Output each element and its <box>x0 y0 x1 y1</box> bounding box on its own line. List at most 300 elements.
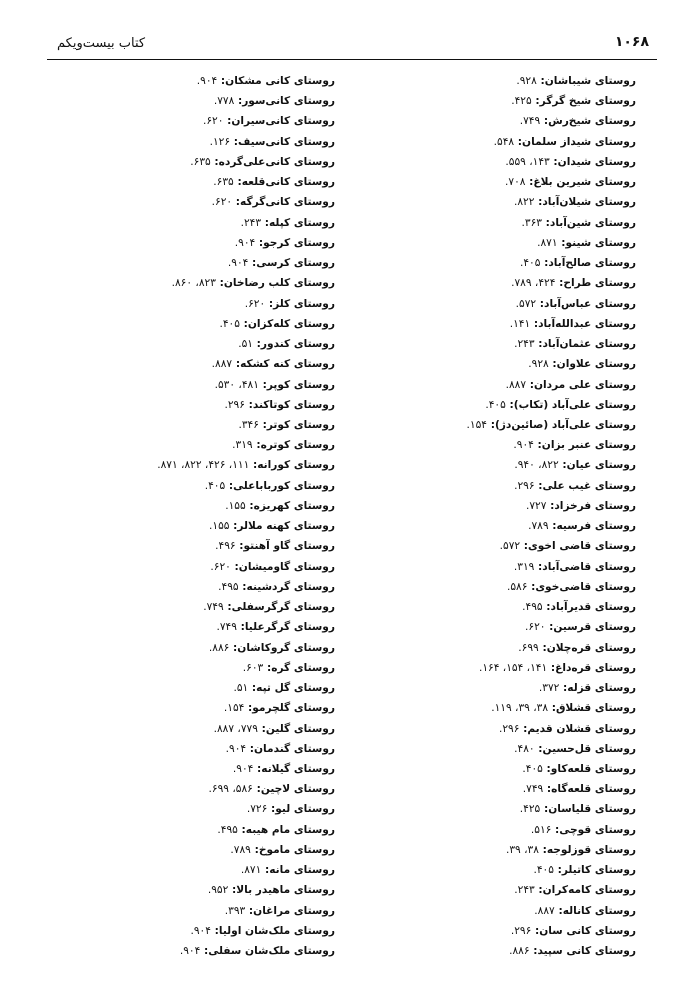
index-entry <box>416 476 636 496</box>
entry-pages: ۴۸۰. <box>514 742 535 755</box>
index-entry <box>416 516 636 536</box>
entry-pages: ۶۲۰. <box>210 560 231 573</box>
index-entry <box>115 516 335 536</box>
entry-separator: : <box>267 803 276 816</box>
index-entry <box>416 455 636 475</box>
index-entry <box>115 435 335 455</box>
entry-pages: ۶۳۵. <box>190 155 211 168</box>
index-entry <box>416 860 636 880</box>
entry-separator: : <box>553 864 562 877</box>
entry-separator: : <box>250 843 259 856</box>
entry-name: روستای علی‌آباد (صائین‌دژ) <box>494 418 636 431</box>
entry-pages: ۹۰۴. <box>179 945 201 958</box>
entry-separator: : <box>244 702 253 715</box>
entry-pages: ۲۹۶. <box>498 722 520 735</box>
entry-separator: : <box>232 358 241 371</box>
entry-separator: : <box>525 176 534 189</box>
entry-pages: ۸۸۶. <box>208 641 230 654</box>
index-entry <box>416 233 636 253</box>
entry-separator: : <box>239 317 248 330</box>
entry-name: روستای گاومیشان <box>238 560 335 573</box>
index-entry <box>416 172 636 192</box>
index-entry <box>115 941 335 961</box>
entry-pages: ۶۲۰. <box>211 196 233 209</box>
entry-name: روستای قره‌داغ <box>555 661 636 674</box>
index-entry <box>416 91 636 111</box>
entry-pages: ۹۰۴. <box>513 439 534 452</box>
entry-pages: ۷۲۷. <box>525 499 547 512</box>
entry-separator: : <box>235 540 244 553</box>
index-entry <box>115 273 335 293</box>
entry-name: روستای شیرین بلاغ <box>533 176 636 189</box>
entry-name: روستای کانی‌سور <box>242 95 335 108</box>
entry-pages: ۷۴۹. <box>522 783 544 796</box>
entry-separator: : <box>541 216 550 229</box>
index-entry <box>416 658 636 678</box>
index-entry <box>115 536 335 556</box>
index-entry <box>416 314 636 334</box>
entry-separator: : <box>519 722 528 735</box>
entry-pages: ۳۸، ۳۹، ۱۱۹. <box>491 702 549 715</box>
index-entry <box>115 71 335 91</box>
entry-name: روستای کرسی <box>256 257 335 270</box>
entry-pages: ۷۸۹. <box>528 520 549 533</box>
entry-separator: : <box>526 378 534 391</box>
entry-name: روستای مام هیبه <box>245 823 335 836</box>
entry-name: روستای گلین <box>265 722 335 735</box>
entry-separator: : <box>540 257 549 270</box>
entry-pages: ۱۲۶. <box>209 135 231 148</box>
index-entry <box>115 132 335 152</box>
entry-name: روستای کانی‌علی‌گرده <box>218 155 335 168</box>
entry-pages: ۶۹۹. <box>518 641 539 654</box>
entry-separator: : <box>229 520 238 533</box>
entry-pages: ۱۵۴. <box>223 702 245 715</box>
entry-name: روستای شیباشان <box>544 75 636 87</box>
entry-name: روستای لیو <box>275 803 335 816</box>
index-entry <box>416 678 636 698</box>
index-entry <box>416 415 636 435</box>
entry-name: روستای علی‌آباد (تکاب) <box>513 398 636 411</box>
entry-name: روستای فرسیه <box>556 520 636 533</box>
entry-pages: ۴۹۵. <box>217 823 238 836</box>
entry-name: روستای کانی‌قلعه <box>241 176 335 189</box>
index-entry <box>115 638 335 658</box>
entry-separator: : <box>258 418 267 431</box>
entry-name: روستای قلعه‌گاه <box>551 783 636 796</box>
entry-pages: ۴۲۵. <box>519 803 541 816</box>
entry-name: روستای قزله <box>567 682 636 695</box>
entry-name: روستای گل تپه <box>256 682 335 695</box>
entry-name: روستای کورانه <box>257 459 335 472</box>
entry-pages: ۷۸۹. <box>230 843 251 856</box>
entry-name: روستای شیدان <box>557 155 636 168</box>
index-entry <box>115 375 335 395</box>
page-header <box>47 34 657 58</box>
index-entry <box>115 557 335 577</box>
entry-name: روستای طراح <box>563 277 636 290</box>
entry-name: روستای صالح‌آباد <box>548 257 636 270</box>
entry-pages: ۴۰۵. <box>219 317 240 330</box>
entry-name: روستای مراغان <box>253 904 335 917</box>
entry-name: روستای کوتاکند <box>252 398 335 411</box>
entry-pages: ۷۷۹، ۸۸۷. <box>213 722 258 735</box>
index-entry <box>416 213 636 233</box>
entry-name: روستای کانی‌گرگه <box>240 196 335 209</box>
index-entry <box>416 880 636 900</box>
entry-pages: ۵۷۲. <box>499 540 521 553</box>
entry-separator: : <box>531 95 540 108</box>
entry-separator: : <box>200 945 209 958</box>
entry-separator: : <box>237 823 246 836</box>
entry-name: روستای کانی مشکان <box>225 75 335 87</box>
entry-pages: ۴۲۵. <box>511 95 532 108</box>
entry-pages: ۸۷۱. <box>240 864 262 877</box>
index-entry <box>115 840 335 860</box>
entry-name: روستای شیخ‌رش <box>548 115 636 128</box>
index-entry <box>416 840 636 860</box>
index-entry <box>416 739 636 759</box>
index-entry <box>115 476 335 496</box>
entry-pages: ۴۹۵. <box>522 601 543 614</box>
index-entry <box>416 334 636 354</box>
entry-pages: ۹۵۲. <box>207 884 229 897</box>
index-entry <box>416 132 636 152</box>
index-entry <box>416 395 636 415</box>
entry-name: روستای کله‌کزان <box>247 317 335 330</box>
entry-pages: ۷۰۸. <box>505 176 526 189</box>
entry-name: روستای عباس‌آباد <box>544 297 636 310</box>
entry-pages: ۹۲۸. <box>516 75 537 87</box>
index-entry <box>115 739 335 759</box>
entry-separator: : <box>527 580 536 593</box>
entry-name: روستای قشلاق <box>555 702 636 715</box>
entry-pages: ۴۲۴، ۷۸۹. <box>511 277 556 290</box>
entry-name: روستای کانی سان <box>539 924 636 937</box>
entry-name: روستای کاناله <box>562 904 636 917</box>
index-entry <box>115 617 335 637</box>
index-entry <box>115 455 335 475</box>
entry-separator: : <box>246 742 255 755</box>
entry-separator: : <box>234 95 243 108</box>
index-entry <box>416 597 636 617</box>
entry-separator: : <box>529 945 538 958</box>
index-entry <box>115 354 335 374</box>
index-entry <box>416 192 636 212</box>
entry-pages: ۹۲۸. <box>528 358 549 371</box>
entry-name: روستای قلیاسان <box>548 803 636 816</box>
entry-pages: ۷۴۹. <box>519 115 541 128</box>
entry-pages: ۲۹۶. <box>510 924 532 937</box>
entry-name: روستای کوتره <box>260 439 335 452</box>
index-entry <box>416 253 636 273</box>
entry-pages: ۴۹۶. <box>215 540 236 553</box>
entry-separator: : <box>549 155 558 168</box>
entry-separator: : <box>534 560 543 573</box>
entry-name: روستای کنه کشکه <box>240 358 335 371</box>
entry-pages: ۳۱۹. <box>513 560 535 573</box>
entry-separator: : <box>255 236 264 249</box>
entry-pages: ۵۱۶. <box>530 823 552 836</box>
index-entry <box>416 435 636 455</box>
entry-separator: : <box>546 499 555 512</box>
entry-name: روستای عیان <box>566 459 636 472</box>
entry-separator: : <box>263 661 272 674</box>
entry-name: روستای فرخزاد <box>554 499 636 512</box>
entry-pages: ۱۱۱، ۴۲۶، ۸۲۲، ۸۷۱. <box>157 459 250 472</box>
entry-pages: ۱۴۱. <box>509 317 531 330</box>
entry-separator: : <box>252 439 261 452</box>
entry-name: روستای ملک‌شان سفلی <box>208 945 335 958</box>
index-entry <box>115 820 335 840</box>
index-entry <box>416 375 636 395</box>
index-entry <box>115 901 335 921</box>
entry-name: روستای قاضی اخوی <box>528 540 636 553</box>
entry-separator: : <box>548 520 557 533</box>
index-entry <box>416 71 636 91</box>
entry-pages: ۸۲۲، ۹۴۰. <box>514 459 559 472</box>
entry-name: روستای کانی سپید <box>537 945 636 958</box>
entry-name: روستای کوتر <box>266 418 335 431</box>
entry-name: روستای ماموخ <box>258 843 335 856</box>
entry-pages: ۹۰۴. <box>227 257 249 270</box>
entry-separator: : <box>223 601 232 614</box>
entry-name: روستای قل‌حسین <box>542 742 636 755</box>
index-entry <box>416 759 636 779</box>
index-entry <box>416 941 636 961</box>
index-entry <box>416 496 636 516</box>
entry-separator: : <box>538 843 547 856</box>
entry-separator: : <box>225 479 234 492</box>
index-entry <box>115 334 335 354</box>
entry-separator: : <box>487 418 495 431</box>
entry-pages: ۲۴۳. <box>240 216 262 229</box>
entry-name: روستای کرجو <box>263 236 335 249</box>
index-entry <box>115 880 335 900</box>
entry-name: روستای قرسین <box>553 621 636 634</box>
entry-name: روستای گاو آهنتو <box>243 540 335 553</box>
entry-separator: : <box>229 641 238 654</box>
entry-separator: : <box>543 783 552 796</box>
index-column-right <box>416 71 636 961</box>
index-entry <box>115 111 335 131</box>
entry-pages: ۱۴۱، ۱۵۴، ۱۶۴. <box>478 661 548 674</box>
entry-name: روستای ملک‌شان اولیا <box>218 924 335 937</box>
index-entry <box>115 678 335 698</box>
index-entry <box>416 638 636 658</box>
entry-name: روستای مانه <box>269 864 335 877</box>
index-entry <box>115 496 335 516</box>
index-entry <box>115 91 335 111</box>
entry-separator: : <box>534 884 543 897</box>
index-entry <box>416 921 636 941</box>
entry-separator: : <box>548 358 557 371</box>
entry-separator: : <box>233 176 242 189</box>
entry-separator: : <box>520 540 529 553</box>
entry-separator: : <box>210 924 219 937</box>
index-entry <box>115 152 335 172</box>
index-entry <box>416 273 636 293</box>
entry-name: روستای علی مردان <box>533 378 636 391</box>
entry-name: روستای قاضی‌خوی <box>535 580 636 593</box>
entry-pages: ۵۸۶، ۶۹۹. <box>208 783 253 796</box>
index-entry <box>416 111 636 131</box>
entry-name: روستای گلچرمو <box>252 702 335 715</box>
entry-pages: ۵۴۸. <box>493 135 515 148</box>
entry-pages: ۸۸۶. <box>509 945 530 958</box>
entry-name: روستای کوپر <box>266 378 335 391</box>
index-entry <box>115 921 335 941</box>
entry-pages: ۵۱. <box>238 338 253 351</box>
entry-separator: : <box>536 297 545 310</box>
page-number: ۱۰۶۸ <box>614 34 649 50</box>
entry-separator: : <box>555 277 564 290</box>
entry-separator: : <box>540 115 549 128</box>
entry-name: روستای ماهیدر بالا <box>236 884 335 897</box>
entry-pages: ۹۰۴. <box>234 236 256 249</box>
index-entry <box>115 172 335 192</box>
index-entry <box>416 779 636 799</box>
index-entry <box>115 577 335 597</box>
entry-name: روستای کامه‌کران <box>542 884 636 897</box>
entry-pages: ۵۸۶. <box>506 580 528 593</box>
entry-pages: ۸۲۲. <box>513 196 535 209</box>
entry-pages: ۸۲۳، ۸۶۰. <box>171 277 216 290</box>
entry-pages: ۶۲۰. <box>244 297 266 310</box>
entry-name: روستای شین‌آباد <box>549 216 636 229</box>
entry-separator: : <box>244 398 253 411</box>
entry-separator: : <box>236 621 245 634</box>
entry-separator: : <box>542 601 551 614</box>
entry-name: روستای قوزلوجه <box>546 843 636 856</box>
index-entry <box>416 557 636 577</box>
index-entry <box>416 354 636 374</box>
entry-separator: : <box>547 661 556 674</box>
entry-separator: : <box>540 803 549 816</box>
entry-pages: ۴۰۵. <box>533 864 554 877</box>
entry-separator: : <box>530 317 539 330</box>
book-title: کتاب بیست‌ویکم <box>57 36 146 51</box>
entry-separator: : <box>215 277 224 290</box>
entry-name: روستای عثمان‌آباد <box>542 338 636 351</box>
entry-name: روستای گروکاشان <box>237 641 335 654</box>
entry-pages: ۳۸، ۳۹. <box>505 843 539 856</box>
entry-name: روستای گندمان <box>254 742 335 755</box>
entry-name: روستای قلعه‌کاو <box>550 762 636 775</box>
entry-name: روستای گردشینه <box>246 580 335 593</box>
entry-pages: ۲۹۶. <box>514 479 535 492</box>
index-entry <box>115 860 335 880</box>
entry-separator: : <box>551 823 560 836</box>
entry-name: روستای کهنه ملالر <box>237 520 335 533</box>
header-divider <box>47 59 657 60</box>
entry-pages: ۵۱. <box>233 682 249 695</box>
entry-name: روستای شیخ گرگر <box>539 95 636 108</box>
index-entry <box>416 294 636 314</box>
entry-name: روستای کانی‌سیران <box>231 115 335 128</box>
entry-separator: : <box>210 155 219 168</box>
entry-pages: ۴۰۵. <box>485 398 506 411</box>
index-entry <box>115 395 335 415</box>
entry-pages: ۶۰۳. <box>242 661 264 674</box>
index-entry <box>115 213 335 233</box>
entry-pages: ۷۴۹. <box>216 621 237 634</box>
index-column-left <box>115 71 335 961</box>
entry-name: روستای قره‌چلان <box>546 641 636 654</box>
entry-pages: ۹۰۴. <box>225 742 247 755</box>
entry-pages: ۴۰۵. <box>204 479 226 492</box>
entry-name: روستای کلب رضاخان <box>223 277 335 290</box>
entry-separator: : <box>228 884 237 897</box>
entry-separator: : <box>557 236 566 249</box>
entry-name: روستای قدیرآباد <box>550 601 636 614</box>
entry-pages: ۲۴۳. <box>514 338 535 351</box>
index-entry <box>115 799 335 819</box>
entry-pages: ۸۸۷. <box>505 378 527 391</box>
entry-name: روستای علاوان <box>556 358 636 371</box>
index-entry <box>115 314 335 334</box>
entry-name: روستای کهریزه <box>253 499 335 512</box>
entry-pages: ۴۰۵. <box>522 762 543 775</box>
entry-pages: ۹۰۴. <box>190 924 211 937</box>
entry-separator: : <box>536 75 545 87</box>
index-entry <box>115 597 335 617</box>
entry-name: روستای شینو <box>565 236 636 249</box>
entry-separator: : <box>217 75 226 87</box>
entry-pages: ۸۸۷. <box>211 358 233 371</box>
index-entry <box>115 415 335 435</box>
index-entry <box>416 617 636 637</box>
entry-separator: : <box>261 216 269 229</box>
entry-name: روستای گرگرعلیا <box>244 621 335 634</box>
entry-separator: : <box>257 722 266 735</box>
entry-separator: : <box>534 742 543 755</box>
entry-pages: ۳۹۳. <box>224 904 246 917</box>
entry-name: روستای شیداز سلمان <box>522 135 636 148</box>
entry-pages: ۱۴۳، ۵۵۹. <box>505 155 550 168</box>
index-entry <box>416 536 636 556</box>
entry-pages: ۶۲۰. <box>202 115 224 128</box>
entry-name: روستای کاتیلر <box>561 864 636 877</box>
entry-name: روستای کلز <box>273 297 335 310</box>
index-entry <box>115 698 335 718</box>
entry-separator: : <box>542 762 551 775</box>
entry-separator: : <box>230 560 239 573</box>
entry-name: روستای قشلان قدیم <box>527 722 636 735</box>
entry-name: روستای عنبر بزان <box>541 439 636 452</box>
entry-pages: ۱۵۵. <box>225 499 246 512</box>
entry-separator: : <box>534 338 543 351</box>
entry-separator: : <box>534 479 543 492</box>
index-entry <box>416 799 636 819</box>
entry-pages: ۳۷۲. <box>538 682 560 695</box>
entry-separator: : <box>265 297 274 310</box>
entry-pages: ۶۳۵. <box>213 176 234 189</box>
entry-pages: ۷۴۹. <box>203 601 224 614</box>
entry-name: روستای لاچین <box>260 783 335 796</box>
entry-pages: ۹۰۴. <box>232 762 254 775</box>
index-entry <box>416 577 636 597</box>
index-entry <box>115 253 335 273</box>
index-entry <box>115 294 335 314</box>
entry-pages: ۳۶۳. <box>521 216 542 229</box>
entry-pages: ۳۴۶. <box>238 418 259 431</box>
entry-separator: : <box>223 115 232 128</box>
entry-name: روستای گرگرسفلی <box>231 601 335 614</box>
entry-separator: : <box>258 378 267 391</box>
entry-separator: : <box>252 783 261 796</box>
entry-pages: ۹۰۴. <box>196 75 218 87</box>
